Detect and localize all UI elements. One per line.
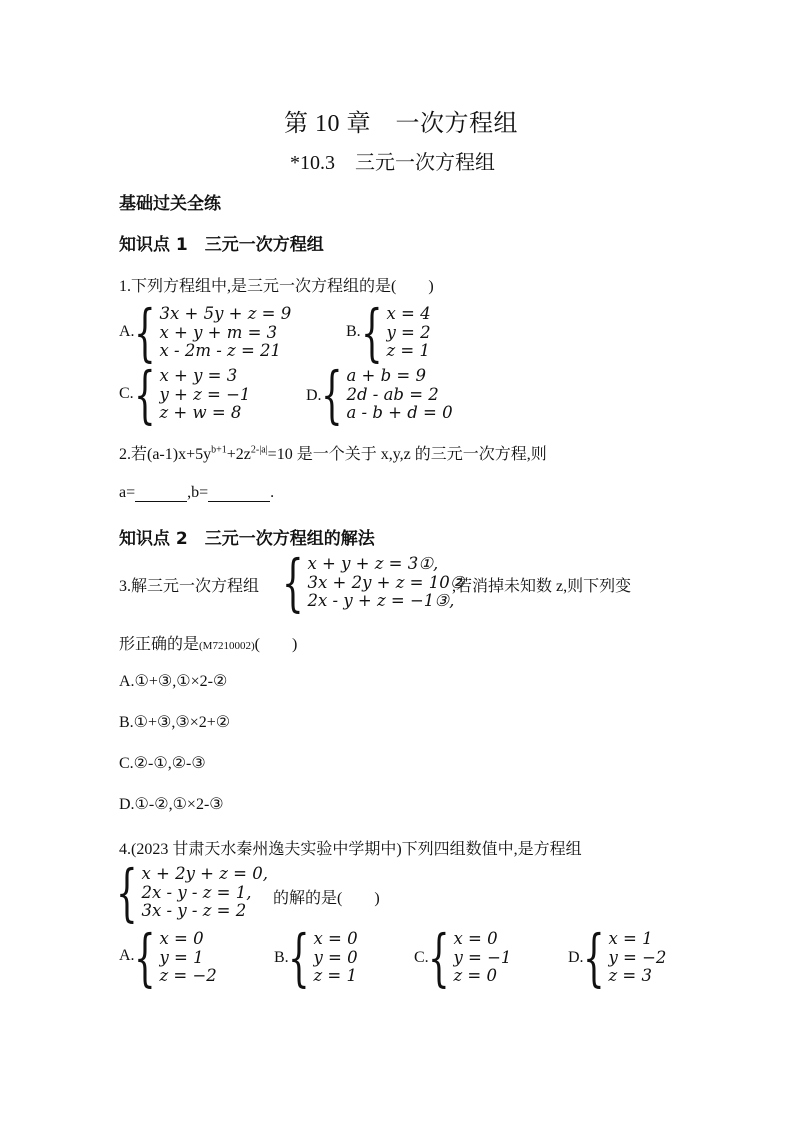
- equation-line: x + y = 3: [159, 366, 238, 386]
- equation-line: 2x - y + z = −1③,: [307, 591, 455, 611]
- equation-line: 2x - y - z = 1,: [141, 882, 252, 902]
- q4-option-b-system: [288, 921, 358, 994]
- question-2-stem: [119, 441, 547, 464]
- q2-text-part: +2z: [226, 446, 251, 463]
- q4-option-c-label: C.: [414, 949, 429, 966]
- brace-icon: {: [361, 296, 383, 369]
- q2-b-label: ,b=: [187, 484, 209, 501]
- brace-icon: {: [134, 296, 156, 369]
- equation-line: 2d - ab = 2: [346, 384, 439, 404]
- q4-option-a-label: A.: [119, 947, 135, 964]
- equation-line: 3x + 5y + z = 9: [159, 304, 292, 324]
- knowledge-point-1-heading: 知识点 1 三元一次方程组: [119, 235, 324, 255]
- q4-system: [116, 856, 268, 929]
- equation-line: x + y + m = 3: [159, 322, 278, 342]
- chapter-title: 第 10 章 一次方程组: [284, 111, 518, 137]
- q1-option-a-system: [134, 296, 292, 369]
- q2-text-part: =10 是一个关于 x,y,z 的三元一次方程,则: [267, 446, 547, 463]
- q2-exponent: 2-|a|: [250, 444, 268, 456]
- equation-line: y = 2: [386, 322, 431, 342]
- equation-line: x = 1: [608, 929, 653, 949]
- q4-option-b-label: B.: [274, 949, 289, 966]
- equation-line: a + b = 9: [346, 366, 426, 386]
- equation-line: y = 0: [313, 947, 358, 967]
- q1-option-d-label: D.: [306, 387, 322, 404]
- brace-icon: {: [134, 358, 156, 431]
- equation-line: a - b + d = 0: [346, 403, 453, 423]
- q3-paren: ( ): [254, 636, 298, 653]
- equation-line: y = 1: [159, 947, 204, 967]
- q4-option-d-label: D.: [568, 949, 584, 966]
- q1-option-d-system: [321, 358, 453, 431]
- equation-line: z + w = 8: [159, 403, 242, 423]
- q1-option-b-label: B.: [346, 323, 361, 340]
- q2-a-label: a=: [119, 484, 136, 501]
- q3-code: (M7210002): [199, 640, 255, 652]
- q1-option-b-system: [361, 296, 431, 369]
- equation-line: x = 0: [313, 929, 358, 949]
- q3-line2-text: 形正确的是: [119, 636, 200, 653]
- question-3-prefix: 3.解三元一次方程组: [119, 578, 260, 595]
- equation-line: x = 4: [386, 304, 431, 324]
- question-2-answer-line: [119, 484, 274, 502]
- basic-practice-heading: 基础过关全练: [119, 194, 221, 214]
- equation-line: x - 2m - z = 21: [159, 341, 282, 361]
- equation-line: z = 0: [453, 966, 497, 986]
- equation-line: z = 1: [386, 341, 430, 361]
- q3-option-b: B.①+③,③×2+②: [119, 714, 231, 731]
- question-3-line2: [119, 631, 297, 654]
- q2-b-blank[interactable]: [208, 485, 270, 502]
- q4-option-a-system: [134, 921, 217, 994]
- section-subtitle: *10.3 三元一次方程组: [290, 152, 495, 174]
- question-4-stem: 4.(2023 甘肃天水秦州逸夫实验中学期中)下列四组数值中,是方程组: [119, 841, 582, 858]
- equation-line: y = −2: [608, 947, 667, 967]
- equation-line: y = −1: [453, 947, 512, 967]
- q2-a-blank[interactable]: [135, 485, 187, 502]
- equation-line: y + z = −1: [159, 384, 251, 404]
- q1-option-a-label: A.: [119, 323, 135, 340]
- q3-option-d: D.①-②,①×2-③: [119, 796, 224, 813]
- brace-icon: {: [282, 546, 304, 619]
- equation-line: x = 0: [453, 929, 498, 949]
- q2-end: .: [270, 484, 275, 501]
- brace-icon: {: [583, 921, 605, 994]
- knowledge-point-2-heading: 知识点 2 三元一次方程组的解法: [119, 529, 375, 549]
- equation-line: x + 2y + z = 0,: [141, 864, 268, 884]
- equation-line: 3x - y - z = 2: [141, 901, 247, 921]
- question-1-stem: 1.下列方程组中,是三元一次方程组的是( ): [119, 278, 434, 295]
- question-4-tail: 的解的是( ): [273, 890, 380, 907]
- q4-option-c-system: [428, 921, 512, 994]
- equation-line: z = 1: [313, 966, 357, 986]
- question-3-suffix: ,若消掉未知数 z,则下列变: [452, 578, 632, 595]
- q3-system: [282, 546, 465, 619]
- q4-option-d-system: [583, 921, 667, 994]
- brace-icon: {: [428, 921, 450, 994]
- brace-icon: {: [134, 921, 156, 994]
- q2-text-part: 2.若(a-1)x+5y: [119, 446, 212, 463]
- brace-icon: {: [321, 358, 343, 431]
- equation-line: z = 3: [608, 966, 652, 986]
- q3-option-c: C.②-①,②-③: [119, 755, 206, 772]
- brace-icon: {: [116, 856, 138, 929]
- equation-line: x + y + z = 3①,: [307, 554, 439, 574]
- equation-line: 3x + 2y + z = 10②: [307, 572, 465, 592]
- q2-exponent: b+1: [211, 444, 227, 456]
- equation-line: z = −2: [159, 966, 217, 986]
- q1-option-c-system: [134, 358, 251, 431]
- brace-icon: {: [288, 921, 310, 994]
- q3-option-a: A.①+③,①×2-②: [119, 673, 228, 690]
- equation-line: x = 0: [159, 929, 204, 949]
- q1-option-c-label: C.: [119, 385, 134, 402]
